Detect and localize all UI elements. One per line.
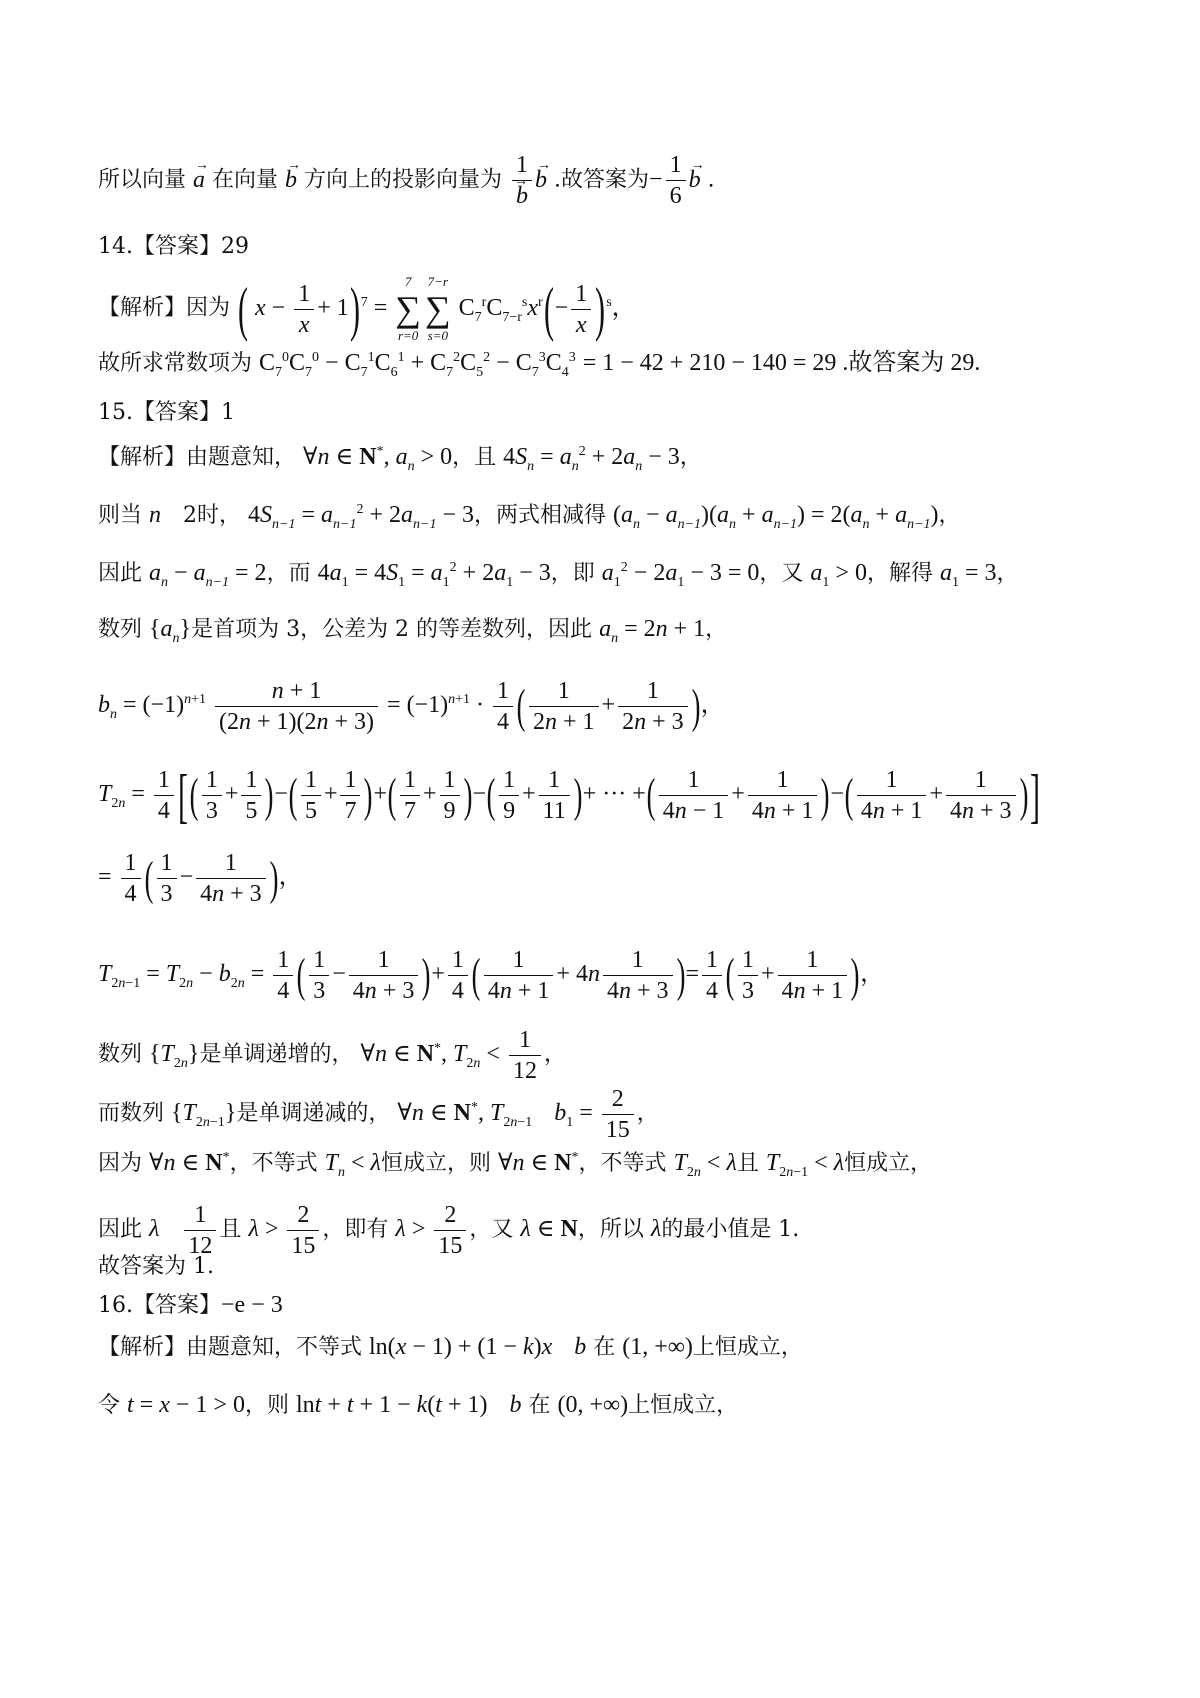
q15-analysis-line1: 【解析】由题意知， ∀n ∈ N*, $a_n > 0$，且 $4S_n = a_n^2 + 2a_n - 3$， bbox=[98, 444, 702, 474]
q15-lambda-conclusion: 因此 λ $\frac{1}{12}$ 且 λ > $\frac{2}{15}$ ，即有 λ > $\frac{2}{15}$ ，又 λ ∈ N，所以 λ的最小值是 1. bbox=[98, 1202, 800, 1259]
q15-inequality-condition: 因为 ∀n ∈ N*，不等式 $T_n < \lambda$恒成立，则 ∀n ∈ N*，不等式 $T_{2n} < \lambda$且 $T_{2n-1} < \lambda$恒成立， bbox=[98, 1150, 933, 1180]
q15-bn-formula: $b_n = (-1)^{n+1}$ $\frac{n + 1}{(2n + 1)(2n + 3)}$ = $(-1)^{n+1}$ · $\frac{1}{4}$ ( $\frac{1}{2n + 1}$ + $\frac{1}{2n + 3}$ )， bbox=[98, 678, 725, 735]
q15-answer: 15.【答案】1 bbox=[98, 400, 235, 425]
q16-analysis-line1: 【解析】由题意知，不等式 ln(x − 1) + (1 − k)x b 在 (1, +∞)上恒成立， bbox=[98, 1334, 803, 1360]
q15-analysis-line3: 因此 $a_n - a_{n-1} = 2$，而 $4a_1 = 4S_1 = a_1^2 + 2a_1 - 3$，即 $a_1^2 - 2a_1 - 3 = 0$，又 $a_1 > 0$，解得 $a_1 = 3$， bbox=[98, 560, 1019, 590]
q15-t2n-minus-1: $T_{2n-1} = T_{2n} - b_{2n}$ = $\frac{1}{4}$ ( $\frac{1}{3}$ − $\frac{1}{4n + 3}$ )+ $\frac{1}{4}$ ( $\frac{1}{4n + 1}$ + 4n $\frac{1}{4n + 3}$ )= $\frac{1}{4}$ ( $\frac{1}{3}$ + $\frac{1}{4n + 1}$ )， bbox=[98, 947, 885, 1004]
q14-constant-term: 故所求常数项为 $C_7^0C_7^0 - C_7^1C_6^1 + C_7^2C_5^2 - C_7^3C_4^3 = 1 - 42 + 210 - 140 = 29$ .故答案为 29. bbox=[98, 350, 981, 380]
vector-a: → a bbox=[193, 165, 205, 195]
vector-b: → b bbox=[285, 165, 297, 195]
projection-fraction: 1 → b bbox=[512, 150, 532, 211]
q15-t2n-sum: $T_{2n}$ = $\frac{1}{4}$ [( $\frac{1}{3}$ + $\frac{1}{5}$ )−( $\frac{1}{5}$ + $\frac{1}{7}$ )+( $\frac{1}{7}$ + $\frac{1}{9}$ )−( $\frac{1}{9}$ + $\frac{1}{11}$ )+ ··· +( $\frac{1}{4n - 1}$ + $\frac{1}{4n + 1}$ )−( $\frac{1}{4n + 1}$ + $\frac{1}{4n + 3}$ )] bbox=[98, 762, 1040, 829]
q15-final-answer: 故答案为 1. bbox=[98, 1254, 214, 1279]
q15-monotonic-increasing: 数列 $\{T_{2n}\}$是单调递增的， ∀n ∈ N*, $T_{2n}$ < $\frac{1}{12}$ ， bbox=[98, 1027, 566, 1084]
q15-t2n-result: = $\frac{1}{4}$ ( $\frac{1}{3}$ − $\frac{1}{4n + 3}$ )， bbox=[98, 850, 303, 907]
q15-analysis-line2: 则当 n 2时， $4S_{n-1} = a_{n-1}^2 + 2a_{n-1} - 3$，两式相减得 $(a_n - a_{n-1})(a_n + a_{n-1}) = 2(a_n + a_{n-1})$， bbox=[98, 502, 961, 532]
answer-fraction: $\frac{1}{6}$ bbox=[666, 150, 686, 211]
binomial-expression: ( x − $\frac{1}{x}$ + 1)$^7$ = 7 ∑ r=0 7−r ∑ s=0 $C_7^rC_{7-r}^sx^r(-$ $\frac{1}{x}$ )$^s$， bbox=[238, 274, 636, 343]
q15-monotonic-decreasing: 而数列 $\{T_{2n-1}\}$是单调递减的， ∀n ∈ N*, $T_{2n-1}$ $b_1$ = $\frac{2}{15}$ ， bbox=[98, 1086, 659, 1143]
q16-analysis-line2: 令 t = x − 1 > 0，则 lnt + t + 1 − k(t + 1) b 在 (0, +∞)上恒成立， bbox=[98, 1392, 739, 1418]
q13-conclusion: 所以向量 → a 在向量 → b 方向上的投影向量为 1 → b → b .故答案为− $\frac{1}{6}$ → b . bbox=[98, 150, 1140, 211]
q14-answer: 14.【答案】29 bbox=[98, 234, 249, 259]
constant-term-expression: $C_7^0C_7^0 - C_7^1C_6^1 + C_7^2C_5^2 - C_7^3C_4^3$ bbox=[259, 350, 576, 380]
q16-answer: 16.【答案】−e − 3 bbox=[98, 1292, 283, 1318]
q14-analysis: 【解析】因为 ( x − $\frac{1}{x}$ + 1)$^7$ = 7 ∑ r=0 7−r ∑ s=0 $C_7^rC_{7-r}^sx^r(-$ $\frac{1}{x}$ )$^s$， bbox=[98, 274, 636, 343]
q15-analysis-line4: 数列 $\{a_n\}$是首项为 3，公差为 2 的等差数列，因此 $a_n = 2n + 1$， bbox=[98, 616, 728, 646]
